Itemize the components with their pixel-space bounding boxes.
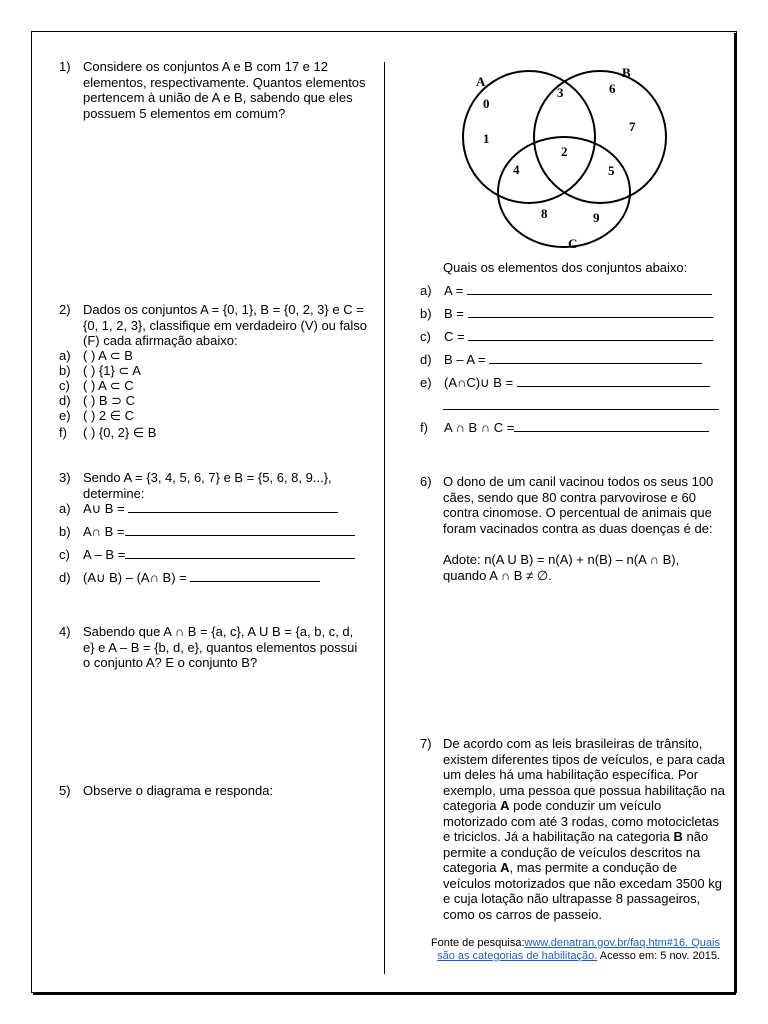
answer-blank[interactable] [514,420,709,432]
venn-number: 2 [561,144,568,159]
item-label: ( ) A ⊂ B [83,348,133,363]
q7-category-a: A [500,860,510,875]
item-label: C = [444,329,469,344]
item-letter: d) [59,393,71,408]
q6-number: 6) [420,474,432,489]
item-text [83,363,141,379]
item-text [444,375,710,391]
item-letter: b) [59,363,71,378]
item-letter: f) [420,420,428,435]
venn-number: 9 [593,210,600,225]
q7-text-part: , mas permite a condução de veículos motorizados que não excedam 3500 kg e cuja lotação não ultrapasse 8 passageiros, como os carros de passeio. [443,860,722,922]
venn-number: 7 [629,119,636,134]
item-letter: d) [59,570,71,585]
set-c-label: C [568,236,578,251]
venn-number: 1 [483,131,490,146]
q6-adote: Adote: n(A U B) = n(A) + n(B) – n(A ∩ B), quando A ∩ B ≠ ∅. [443,552,680,583]
venn-number: 6 [609,81,616,96]
q7-category-a: A [500,798,510,813]
item-letter: e) [59,408,71,423]
q5-number: 5) [59,783,71,798]
item-letter: a) [59,501,71,516]
venn-number: 3 [557,85,564,100]
venn-number: 0 [483,96,490,111]
item-text [444,420,709,435]
item-label: B – A = [444,352,490,367]
source-link[interactable]: www.denatran.gov.br/faq.htm#16. Quais são as categorias de habilitação. [437,937,720,962]
item-letter: a) [420,283,432,298]
item-label: A∪ B = [83,501,129,516]
item-label: ( ) 2 ∈ C [83,408,135,423]
answer-blank[interactable] [517,375,710,387]
item-text [444,352,702,367]
item-letter: c) [59,378,70,393]
answer-blank[interactable] [128,501,338,513]
item-text [444,283,712,298]
item-letter: d) [420,352,432,367]
q7-text-part: De acordo com as leis brasileiras de trânsito, existem diferentes tipos de veículos, e para cada um deles há uma habilitação específica. Por exemplo, uma pessoa que possua habilitação na categoria [443,736,725,813]
item-text [83,378,134,394]
item-letter: b) [420,306,432,321]
item-letter: e) [420,375,432,390]
item-label: (A∪ B) – (A∩ B) = [83,570,191,585]
item-letter: c) [59,547,70,562]
source-citation [420,937,720,963]
q4-text: Sabendo que A ∩ B = {a, c}, A U B = {a, b, c, d, e} e A – B = {b, d, e}, quantos elementos possui o conjunto A? E o conjunto B? [83,624,358,670]
answer-blank[interactable] [125,547,355,559]
q7-text [443,736,728,922]
item-letter: b) [59,524,71,539]
item-text [83,570,320,586]
q1-text: Considere os conjuntos A e B com 17 e 12 elementos, respectivamente. Quantos elementos pertencem à união de A e B, sabendo que eles possuem 5 elementos em comum? [83,59,366,121]
item-label: (A∩C)∪ B = [444,375,517,390]
answer-blank[interactable] [468,306,713,318]
item-label: A ∩ B ∩ C = [444,420,515,435]
q3-text: Sendo A = {3, 4, 5, 6, 7} e B = {5, 6, 8, 9...}, determine: [83,470,332,501]
venn-number: 8 [541,206,548,221]
item-label: B = [444,306,468,321]
set-b-label: B [622,65,631,80]
source-prefix: Fonte de pesquisa: [430,937,525,949]
item-label: A – B = [83,547,126,562]
item-text [83,501,338,517]
item-text [83,524,355,539]
answer-blank[interactable] [467,283,712,295]
item-label: ( ) {0, 2} ∈ B [83,425,157,440]
answer-blank[interactable] [190,570,320,582]
item-label: ( ) {1} ⊂ A [83,363,141,378]
q5-text: Observe o diagrama e responda: [83,783,274,798]
q5-intro: Quais os elementos dos conjuntos abaixo: [443,260,688,275]
venn-number: 4 [513,162,520,177]
item-label: ( ) A ⊂ C [83,378,134,393]
answer-blank[interactable] [468,329,713,341]
item-text [83,547,355,562]
q1-number: 1) [59,59,71,74]
venn-number: 5 [608,163,615,178]
q7-text-part: pode conduzir um veículo motorizado com até 3 rodas, como motocicletas e triciclos. Já a habilitação na categoria [443,798,720,844]
q7-category-b: B [673,829,683,844]
item-text [83,425,156,441]
q6-text: O dono de um canil vacinou todos os seus 100 cães, sendo que 80 contra parvovirose e 60 contra cinomose. O percentual de animais que foram vacinados contra as duas doenças é de: [443,474,714,536]
q3-number: 3) [59,470,71,485]
venn-diagram [452,62,692,256]
item-text [444,329,713,344]
q4-number: 4) [59,624,71,639]
item-label: A = [444,283,467,298]
set-a-label: A [476,74,486,89]
item-text [83,348,133,364]
q2-text: Dados os conjuntos A = {0, 1}, B = {0, 2, 3} e C = {0, 1, 2, 3}, classifique em verdadeiro (V) ou falso (F) cada afirmação abaixo: [83,302,367,348]
item-text [444,306,713,321]
answer-blank[interactable] [125,524,355,536]
answer-blank[interactable] [489,352,702,364]
column-divider [384,62,385,974]
q7-text-part: não permite a condução de veículos descritos na categoria [443,829,709,875]
item-text [83,393,135,409]
source-suffix: Acesso em: 5 nov. 2015. [597,950,720,962]
item-letter: c) [420,329,431,344]
item-letter: a) [59,348,71,363]
q2-number: 2) [59,302,71,317]
item-label: A∩ B = [83,524,125,539]
q7-number: 7) [420,736,432,751]
item-letter: f) [59,425,67,440]
answer-blank-continued[interactable] [443,398,719,410]
item-label: ( ) B ⊃ C [83,393,136,408]
item-text [83,408,134,424]
